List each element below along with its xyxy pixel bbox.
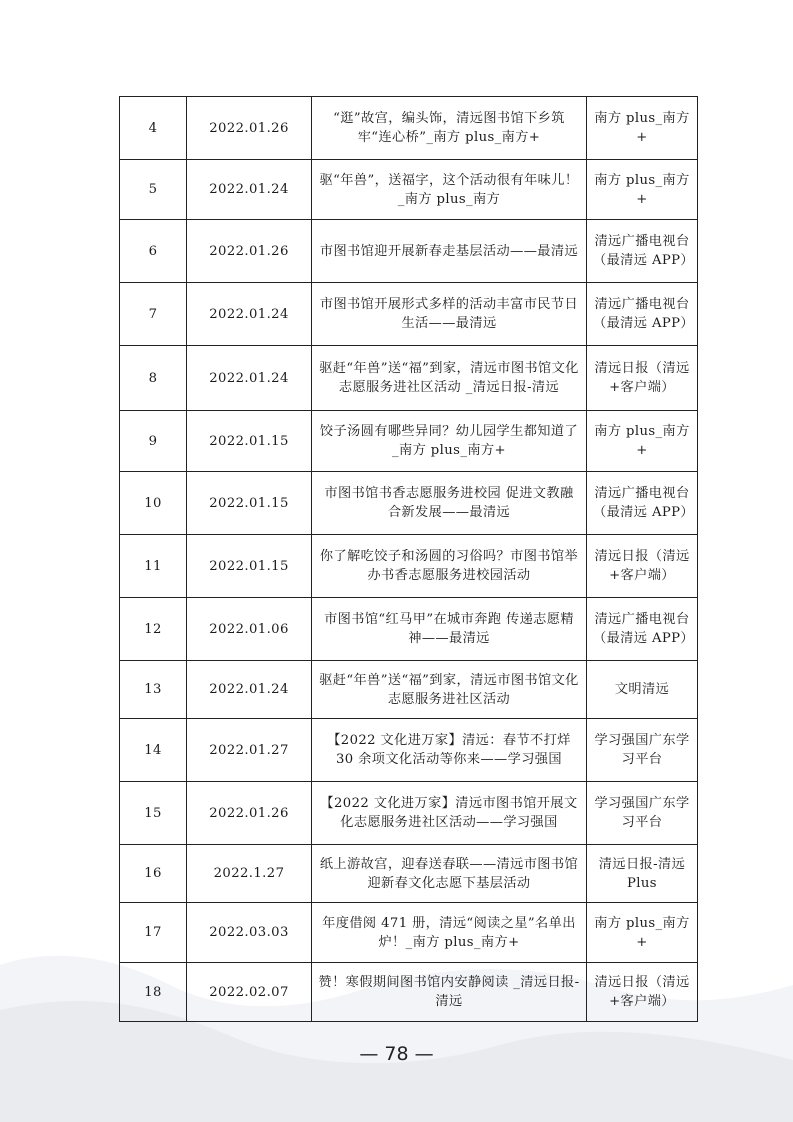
row-title-cell: 【2022 文化进万家】清远市图书馆开展文化志愿服务进社区活动——学习强国 (312, 782, 587, 845)
row-source-cell: 清远日报-清远 Plus (587, 845, 698, 903)
row-source-cell: 清远日报（清远+客户端） (587, 346, 698, 411)
records-table-body (120, 97, 698, 1022)
row-number-cell: 10 (120, 472, 187, 535)
row-source-cell: 南方 plus_南方+ (587, 160, 698, 220)
table-row (120, 963, 698, 1022)
table-row (120, 535, 698, 598)
row-number-cell: 5 (120, 160, 187, 220)
row-number-cell: 14 (120, 719, 187, 782)
row-title-cell: 市图书馆迎开展新春走基层活动——最清远 (312, 220, 587, 283)
row-number-cell: 12 (120, 598, 187, 661)
row-title-cell: 赞！寒假期间图书馆内安静阅读 _清远日报-清远 (312, 963, 587, 1022)
table-row (120, 719, 698, 782)
row-number-cell: 18 (120, 963, 187, 1022)
row-date-cell: 2022.03.03 (187, 903, 312, 963)
row-source-cell: 南方 plus_南方+ (587, 97, 698, 160)
row-title-cell: 驱赶“年兽”送“福”到家，清远市图书馆文化志愿服务进社区活动 _清远日报-清远 (312, 346, 587, 411)
table-row (120, 472, 698, 535)
row-title-cell: 市图书馆开展形式多样的活动丰富市民节日生活——最清远 (312, 283, 587, 346)
row-number-cell: 7 (120, 283, 187, 346)
row-source-cell: 清远广播电视台（最清远 APP） (587, 472, 698, 535)
table-row (120, 160, 698, 220)
row-number-cell: 17 (120, 903, 187, 963)
table-row (120, 903, 698, 963)
row-date-cell: 2022.01.15 (187, 411, 312, 472)
row-date-cell: 2022.01.24 (187, 283, 312, 346)
page-number: — 78 — (359, 1043, 434, 1065)
row-number-cell: 6 (120, 220, 187, 283)
row-source-cell: 文明清远 (587, 661, 698, 719)
table-row (120, 661, 698, 719)
table-row (120, 411, 698, 472)
row-date-cell: 2022.01.26 (187, 220, 312, 283)
row-number-cell: 8 (120, 346, 187, 411)
row-source-cell: 清远广播电视台（最清远 APP） (587, 598, 698, 661)
row-source-cell: 清远广播电视台（最清远 APP） (587, 283, 698, 346)
row-source-cell: 南方 plus_南方+ (587, 411, 698, 472)
row-title-cell: 驱“年兽”，送福字，这个活动很有年味儿！_南方 plus_南方 (312, 160, 587, 220)
row-title-cell: “逛”故宫，编头饰，清远图书馆下乡筑牢“连心桥”_南方 plus_南方+ (312, 97, 587, 160)
row-date-cell: 2022.01.24 (187, 160, 312, 220)
row-source-cell: 南方 plus_南方+ (587, 903, 698, 963)
row-date-cell: 2022.01.06 (187, 598, 312, 661)
row-date-cell: 2022.01.26 (187, 97, 312, 160)
row-title-cell: 【2022 文化进万家】清远：春节不打烊 30 余项文化活动等你来——学习强国 (312, 719, 587, 782)
row-date-cell: 2022.01.27 (187, 719, 312, 782)
table-row (120, 598, 698, 661)
row-number-cell: 13 (120, 661, 187, 719)
row-date-cell: 2022.02.07 (187, 963, 312, 1022)
row-source-cell: 清远日报（清远+客户端） (587, 963, 698, 1022)
row-title-cell: 年度借阅 471 册，清远“阅读之星”名单出炉！_南方 plus_南方+ (312, 903, 587, 963)
row-date-cell: 2022.01.15 (187, 535, 312, 598)
row-number-cell: 4 (120, 97, 187, 160)
table-row (120, 845, 698, 903)
row-title-cell: 驱赶“年兽”送“福”到家，清远市图书馆文化志愿服务进社区活动 (312, 661, 587, 719)
row-source-cell: 学习强国广东学习平台 (587, 719, 698, 782)
row-title-cell: 市图书馆书香志愿服务进校园 促进文教融合新发展——最清远 (312, 472, 587, 535)
row-source-cell: 清远日报（清远+客户端） (587, 535, 698, 598)
row-source-cell: 清远广播电视台（最清远 APP） (587, 220, 698, 283)
row-title-cell: 你了解吃饺子和汤圆的习俗吗？市图书馆举办书香志愿服务进校园活动 (312, 535, 587, 598)
row-date-cell: 2022.01.26 (187, 782, 312, 845)
row-date-cell: 2022.01.15 (187, 472, 312, 535)
records-table (119, 96, 698, 1022)
table-row (120, 283, 698, 346)
row-number-cell: 9 (120, 411, 187, 472)
row-title-cell: 饺子汤圆有哪些异同？幼儿园学生都知道了_南方 plus_南方+ (312, 411, 587, 472)
row-date-cell: 2022.1.27 (187, 845, 312, 903)
table-row (120, 782, 698, 845)
row-title-cell: 市图书馆“红马甲”在城市奔跑 传递志愿精神——最清远 (312, 598, 587, 661)
row-number-cell: 16 (120, 845, 187, 903)
row-number-cell: 11 (120, 535, 187, 598)
table-row (120, 220, 698, 283)
row-number-cell: 15 (120, 782, 187, 845)
table-row (120, 97, 698, 160)
row-date-cell: 2022.01.24 (187, 661, 312, 719)
table-row (120, 346, 698, 411)
row-source-cell: 学习强国广东学习平台 (587, 782, 698, 845)
row-title-cell: 纸上游故宫，迎春送春联——清远市图书馆迎新春文化志愿下基层活动 (312, 845, 587, 903)
row-date-cell: 2022.01.24 (187, 346, 312, 411)
